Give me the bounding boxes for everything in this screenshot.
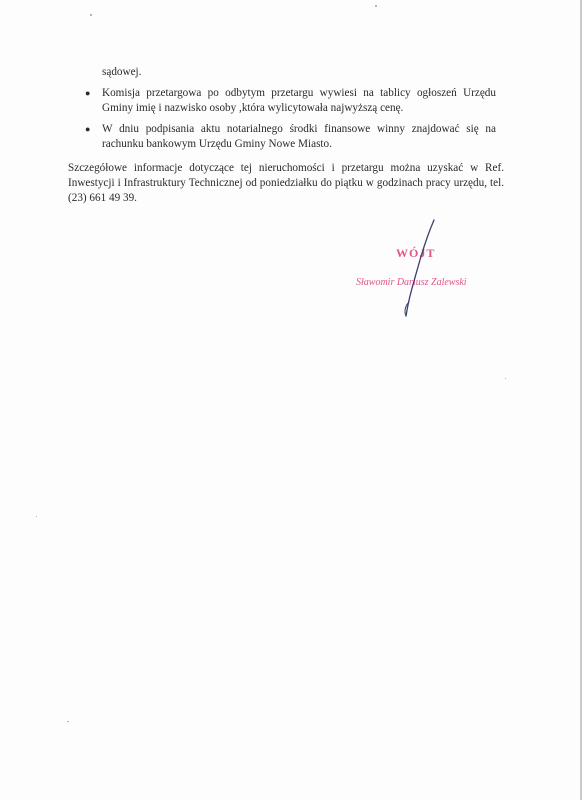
scan-speck <box>375 5 377 7</box>
continuation-text: sądowej. <box>102 66 142 78</box>
bullet-icon: ● <box>85 124 91 134</box>
list-item <box>84 86 496 116</box>
bullet-icon: ● <box>85 88 91 98</box>
stamp-name: Sławomir Dariusz Zalewski <box>356 277 467 288</box>
scan-speck <box>36 516 37 517</box>
list-item <box>84 122 496 152</box>
handwritten-signature <box>382 216 452 326</box>
conditions-list <box>84 86 496 158</box>
scan-speck <box>67 721 69 722</box>
stamp-title: WÓJT <box>396 246 436 260</box>
list-item-text: Komisja przetargowa po odbytym przetargu wywiesi na tablicy ogłoszeń Urzędu Gminy imię i nazwisko osoby ,która wylicytowała najwyższą cenę. <box>102 87 496 114</box>
scan-speck <box>90 14 92 16</box>
official-stamp <box>352 240 502 330</box>
list-item-text: W dniu podpisania aktu notarialnego środki finansowe winny znajdować się na rachunku bankowym Urzędu Gminy Nowe Miasto. <box>102 123 496 150</box>
contact-info-paragraph: Szczegółowe informacje dotyczące tej nieruchomości i przetargu można uzyskać w Ref. Inwestycji i Infrastruktury Technicznej od poniedziałku do piątku w godzinach pracy urzędu, tel. (23) 661 49 39. <box>68 162 504 204</box>
scan-speck <box>505 378 506 379</box>
